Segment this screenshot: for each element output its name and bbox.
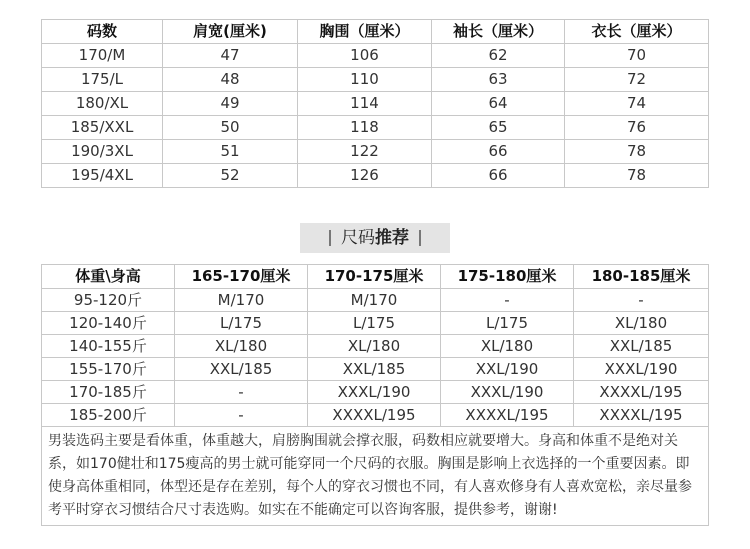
recommend-cell: XXXL/190: [308, 381, 441, 404]
recommend-cell: XXL/190: [441, 358, 574, 381]
shoulder-cell: 52: [163, 164, 298, 188]
size-cell: 170/M: [42, 44, 163, 68]
recommend-header-row: [42, 265, 709, 289]
length-cell: 76: [565, 116, 709, 140]
size-cell: 195/4XL: [42, 164, 163, 188]
sleeve-cell: 65: [432, 116, 565, 140]
length-cell: 78: [565, 164, 709, 188]
table-row: [42, 140, 709, 164]
title-right-bar: [419, 230, 421, 246]
table-row: [42, 164, 709, 188]
shoulder-cell: 51: [163, 140, 298, 164]
header-weight-height: 体重\身高: [42, 265, 175, 289]
table-row: [42, 381, 709, 404]
recommend-cell: XXXL/190: [574, 358, 709, 381]
length-cell: 70: [565, 44, 709, 68]
weight-cell: 95-120斤: [42, 289, 175, 312]
recommend-cell: XXL/185: [308, 358, 441, 381]
size-advice-note: 男装选码主要是看体重，体重越大，肩膀胸围就会撑衣服，码数相应就要增大。身高和体重不是绝对关系，如170健壮和175瘦高的男士就可能穿同一个尺码的衣服。胸围是影响上衣选择的一个重要因素。即使身高体重相同，体型还是存在差别，每个人的穿衣习惯也不同，有人喜欢修身有人喜欢宽松，亲尽量参考平时穿衣习惯结合尺寸表选购。如实在不能确定可以咨询客服，提供参考，谢谢!: [42, 427, 709, 526]
section-title-bold: 推荐: [375, 228, 409, 248]
table-row: [42, 92, 709, 116]
chest-cell: 126: [298, 164, 432, 188]
recommend-cell: -: [574, 289, 709, 312]
table-row: [42, 335, 709, 358]
table-row: [42, 358, 709, 381]
recommend-cell: -: [441, 289, 574, 312]
header-height-170-175: 170-175厘米: [308, 265, 441, 289]
sleeve-cell: 66: [432, 140, 565, 164]
length-cell: 74: [565, 92, 709, 116]
chest-cell: 122: [298, 140, 432, 164]
sleeve-cell: 62: [432, 44, 565, 68]
table-row: [42, 68, 709, 92]
size-table-header-row: [42, 20, 709, 44]
recommend-cell: -: [175, 381, 308, 404]
recommend-cell: L/175: [308, 312, 441, 335]
recommend-cell: XL/180: [574, 312, 709, 335]
sleeve-cell: 66: [432, 164, 565, 188]
note-row: [42, 427, 709, 526]
recommend-table: [41, 264, 709, 526]
header-height-175-180: 175-180厘米: [441, 265, 574, 289]
recommend-cell: XXL/185: [574, 335, 709, 358]
recommend-cell: L/175: [175, 312, 308, 335]
header-height-180-185: 180-185厘米: [574, 265, 709, 289]
table-row: [42, 116, 709, 140]
table-row: [42, 404, 709, 427]
section-title-band: [300, 223, 450, 253]
header-height-165-170: 165-170厘米: [175, 265, 308, 289]
recommend-cell: XL/180: [441, 335, 574, 358]
shoulder-cell: 50: [163, 116, 298, 140]
table-row: [42, 289, 709, 312]
recommend-cell: XXL/185: [175, 358, 308, 381]
table-row: [42, 44, 709, 68]
shoulder-cell: 49: [163, 92, 298, 116]
header-size-code: 码数: [42, 20, 163, 44]
chest-cell: 106: [298, 44, 432, 68]
weight-cell: 185-200斤: [42, 404, 175, 427]
sleeve-cell: 64: [432, 92, 565, 116]
recommend-cell: XL/180: [175, 335, 308, 358]
recommend-cell: XXXXL/195: [441, 404, 574, 427]
chest-cell: 114: [298, 92, 432, 116]
sleeve-cell: 63: [432, 68, 565, 92]
recommend-cell: L/175: [441, 312, 574, 335]
recommend-cell: M/170: [175, 289, 308, 312]
length-cell: 78: [565, 140, 709, 164]
size-cell: 180/XL: [42, 92, 163, 116]
weight-cell: 155-170斤: [42, 358, 175, 381]
size-table: [41, 19, 709, 188]
size-cell: 175/L: [42, 68, 163, 92]
recommend-cell: M/170: [308, 289, 441, 312]
header-chest: 胸围（厘米）: [298, 20, 432, 44]
header-garment-length: 衣长（厘米）: [565, 20, 709, 44]
shoulder-cell: 48: [163, 68, 298, 92]
table-row: [42, 312, 709, 335]
recommend-cell: XXXL/190: [441, 381, 574, 404]
recommend-cell: -: [175, 404, 308, 427]
weight-cell: 170-185斤: [42, 381, 175, 404]
size-cell: 185/XXL: [42, 116, 163, 140]
size-cell: 190/3XL: [42, 140, 163, 164]
header-sleeve-length: 袖长（厘米）: [432, 20, 565, 44]
chest-cell: 118: [298, 116, 432, 140]
weight-cell: 120-140斤: [42, 312, 175, 335]
section-title-prefix: 尺码: [341, 228, 375, 248]
weight-cell: 140-155斤: [42, 335, 175, 358]
chest-cell: 110: [298, 68, 432, 92]
recommend-cell: XXXXL/195: [574, 381, 709, 404]
shoulder-cell: 47: [163, 44, 298, 68]
recommend-cell: XL/180: [308, 335, 441, 358]
recommend-cell: XXXXL/195: [574, 404, 709, 427]
recommend-cell: XXXXL/195: [308, 404, 441, 427]
length-cell: 72: [565, 68, 709, 92]
section-title: [300, 223, 450, 253]
header-shoulder-width: 肩宽(厘米): [163, 20, 298, 44]
